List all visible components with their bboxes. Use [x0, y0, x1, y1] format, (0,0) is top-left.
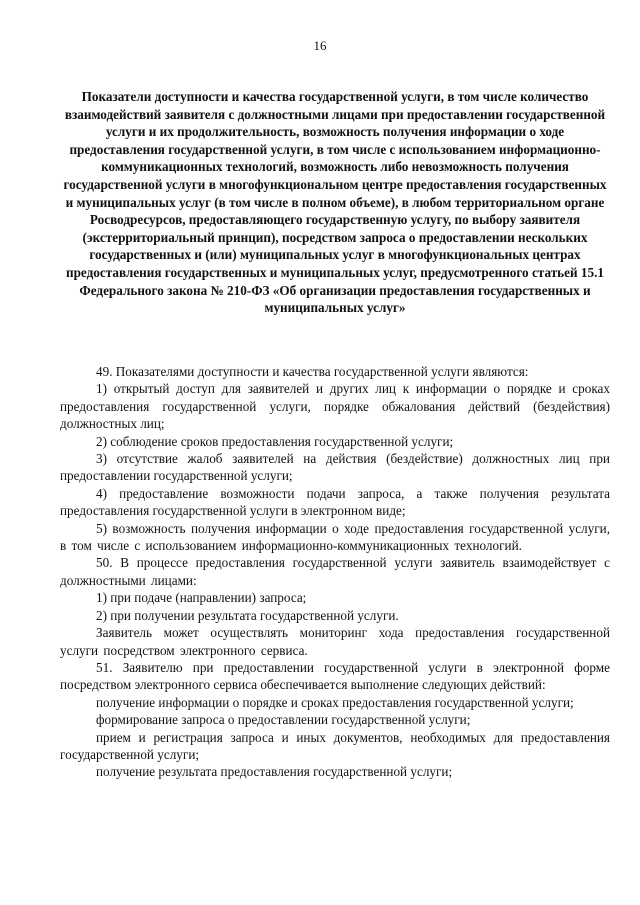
paragraph-monitoring: Заявитель может осуществлять мониторинг хода предоставления государственной услуги посредством электронного сервиса. — [60, 625, 610, 658]
list-item-51-registration: прием и регистрация запроса и иных документов, необходимых для предоставления государственной услуги; — [60, 729, 610, 762]
page-number: 16 — [313, 38, 327, 53]
list-item-49-4: 4) предоставление возможности подачи запроса, а также получения результата предоставления государственной услуги в электронном виде; — [60, 485, 610, 519]
paragraph-49: 49. Показателями доступности и качества государственной услуги являются: — [96, 364, 529, 379]
list-item-49-1: 1) открытый доступ для заявителей и других лиц к информации о порядке и сроках предоставления государственной услуги, порядке обжалования действий (бездействия) должностных лиц; — [60, 381, 610, 432]
list-item-51-request: формирование запроса о предоставлении государственной услуги; — [96, 712, 471, 728]
paragraph-50: 50. В процессе предоставления государственной услуги заявитель взаимодействует с должностными лицами: — [60, 555, 610, 588]
paragraph-51: 51. Заявителю при предоставлении государственной услуги в электронной форме посредством электронного сервиса обеспечивается выполнение следующих действий: — [60, 659, 610, 693]
list-item-50-1: 1) при подаче (направлении) запроса; — [96, 590, 307, 606]
list-item-49-2: 2) соблюдение сроков предоставления государственной услуги; — [96, 433, 454, 449]
list-item-49-3: 3) отсутствие жалоб заявителей на действия (бездействие) должностных лиц при предоставлении государственной услуги; — [60, 451, 610, 484]
list-item-50-2: 2) при получении результата государственной услуги. — [96, 607, 399, 623]
section-heading: Показатели доступности и качества государственной услуги, в том числе количество взаимодействий заявителя с должностными лицами при предоставлении государственной услуги и их продолжительность, возможность получения информации о ходе предоставления государственной услуги, в том числе с использованием информационно-коммуникационных технологий, возможность либо невозможность получения государственной услуги в многофункциональном центре предоставления государственных и муниципальных услуг (в том числе в полном объеме), в любом территориальном органе Росводресурсов, предоставляющего государственную услугу, по выбору заявителя (экстерриториальный принцип), посредством запроса о предоставлении нескольких государственных и (или) муниципальных услуг в многофункциональных центрах предоставления государственных и муниципальных услуг, предусмотренного статьей 15.1 Федерального закона № 210-ФЗ «Об организации предоставления государственных и муниципальных услуг» — [63, 89, 607, 316]
document-body — [60, 363, 610, 781]
list-item-51-info: получение информации о порядке и сроках предоставления государственной услуги; — [96, 694, 574, 710]
list-item-49-5: 5) возможность получения информации о ходе предоставления государственной услуги, в том числе с использованием информационно-коммуникационных технологий. — [60, 520, 610, 554]
list-item-51-result: получение результата предоставления государственной услуги; — [96, 764, 453, 780]
